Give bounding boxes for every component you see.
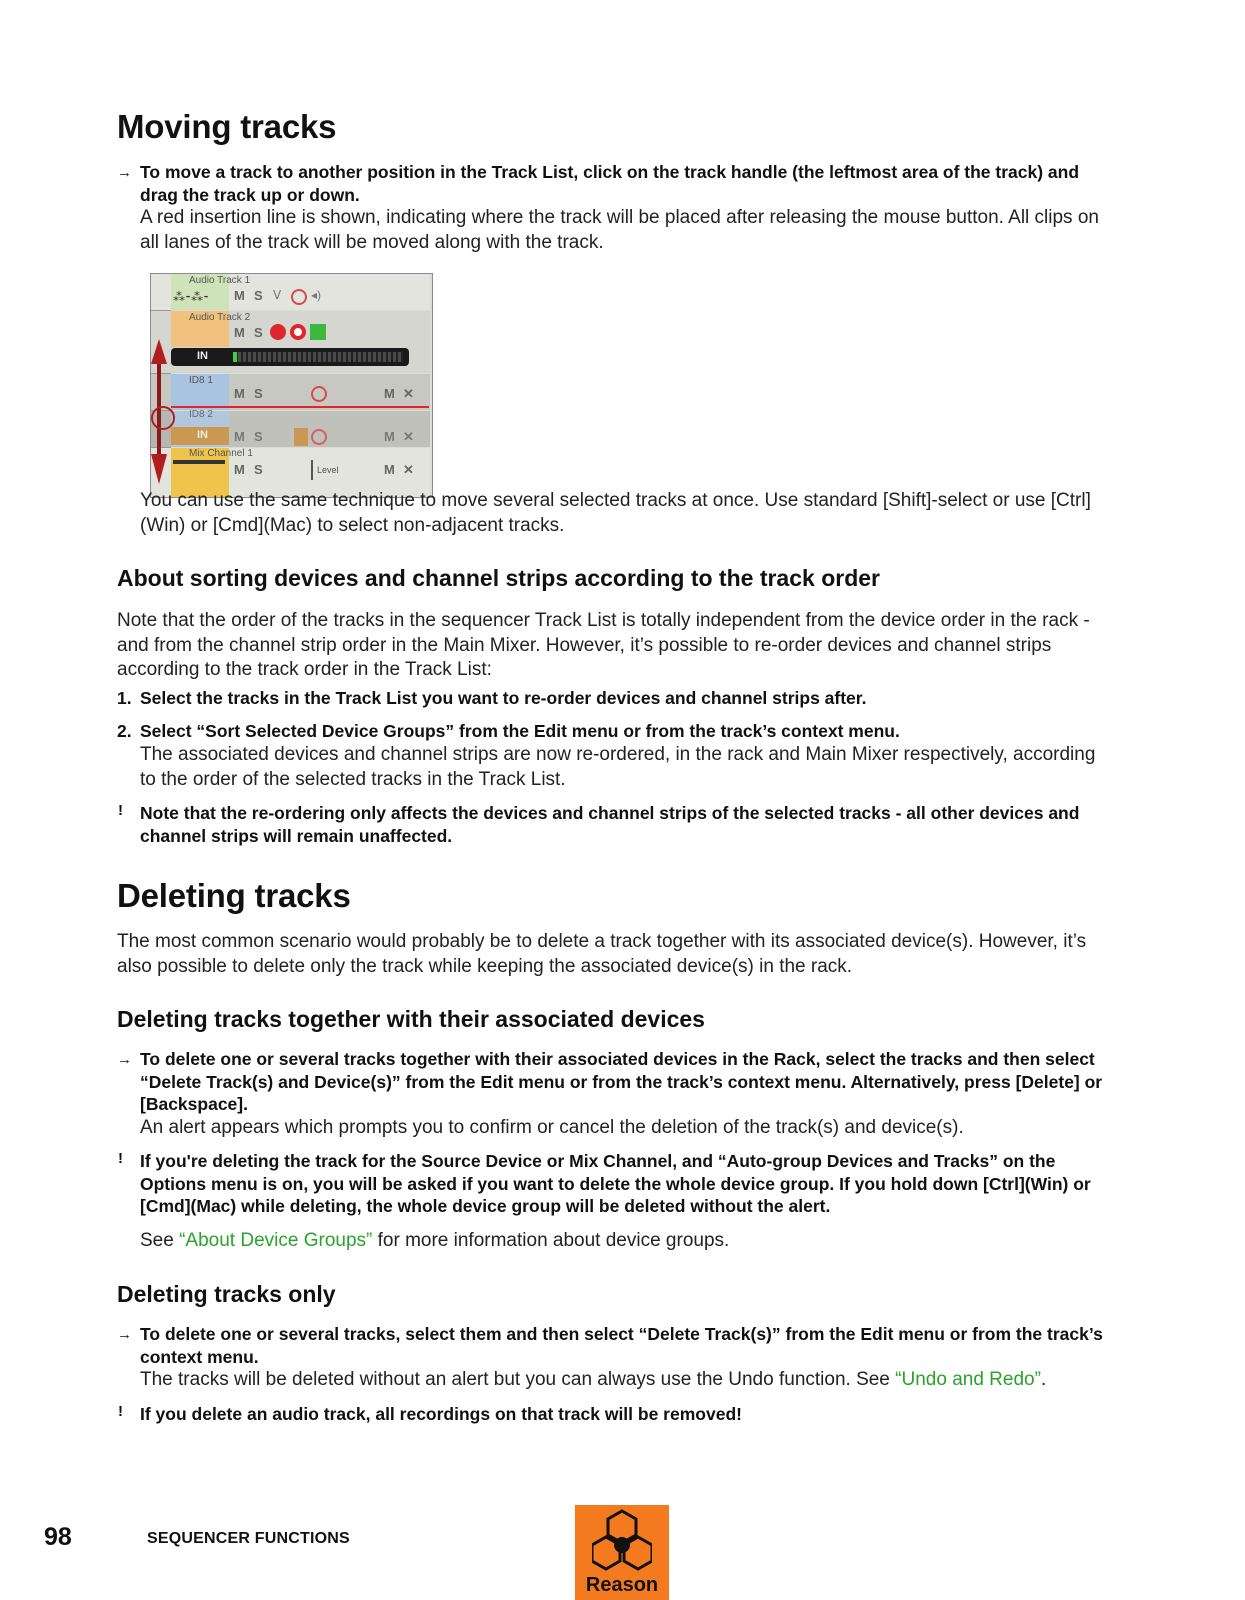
fader-icon	[173, 460, 225, 464]
record-enable-icon[interactable]	[311, 429, 327, 445]
logo-text: Reason	[585, 1574, 659, 1596]
delete-devices-note: If you're deleting the track for the Source Device or Mix Channel, and “Auto-group Devices and Tracks” on the Options menu is on, you will be asked if you want to delete the whole device group. If you hold down [Ctrl](Win) or [Cmd](Mac) while deleting, the whole device group will be deleted without the alert.	[140, 1151, 1091, 1216]
level-label: Level	[317, 465, 339, 475]
mute-button[interactable]: M	[384, 462, 395, 477]
delete-only-result	[140, 1368, 1115, 1393]
track-row[interactable]	[151, 311, 430, 373]
result-suffix: .	[1040, 1369, 1047, 1390]
delete-devices-result: An alert appears which prompts you to confirm or cancel the deletion of the track(s) and device(s).	[140, 1117, 964, 1138]
reason-logo	[575, 1505, 669, 1600]
figure-followup-text: You can use the same technique to move several selected tracks at once. Use standard [Shift]-select or use [Ctrl](Win) or [Cmd](Mac) to select non-adjacent tracks.	[140, 490, 1091, 536]
monitor-icon[interactable]	[270, 324, 286, 340]
level-lane[interactable]	[311, 460, 413, 480]
level-meter-fill	[233, 352, 237, 362]
delete-only-instruction: To delete one or several tracks, select them and then select “Delete Track(s)” from the Edit menu or from the track’s context menu.	[140, 1324, 1103, 1367]
track-name: Audio Track 1	[189, 275, 251, 286]
result-prefix: The tracks will be deleted without an alert but you can always use the Undo function. See	[140, 1369, 896, 1390]
heading-deleting-tracks-only: Deleting tracks only	[117, 1281, 336, 1307]
solo-button[interactable]: S	[254, 462, 263, 477]
sorting-step-1: Select the tracks in the Track List you want to re-order devices and channel strips after.	[140, 688, 867, 708]
page-number: 98	[44, 1523, 72, 1551]
deleting-intro: The most common scenario would probably be to delete a track together with its associated device(s). However, it’s also possible to delete only the track while keeping the associated device(s) in the rack.	[117, 931, 1087, 977]
section-name: SEQUENCER FUNCTIONS	[147, 1530, 350, 1547]
sorting-note: Note that the re-ordering only affects the devices and channel strips of the selected tracks - all other devices and channel strips will remain unaffected.	[140, 803, 1080, 846]
track-color-block	[294, 428, 308, 446]
insertion-line	[171, 406, 429, 408]
drag-cursor-icon	[151, 406, 175, 430]
record-enable-icon[interactable]	[291, 289, 307, 305]
heading-moving-tracks: Moving tracks	[117, 108, 337, 145]
heading-deleting-with-devices: Deleting tracks together with their associated devices	[117, 1006, 705, 1032]
mute-button[interactable]: M	[234, 325, 245, 340]
mute-button[interactable]: M	[234, 429, 245, 444]
reason-logo-icon	[592, 1509, 652, 1571]
sorting-step-2: Select “Sort Selected Device Groups” from the Edit menu or from the track’s context menu.	[140, 721, 900, 741]
input-label: IN	[197, 429, 208, 441]
automation-icon[interactable]: ᐯ	[273, 288, 282, 302]
speaker-icon[interactable]: ◂)	[311, 288, 322, 302]
input-meter	[171, 348, 409, 366]
heading-deleting-tracks: Deleting tracks	[117, 877, 351, 914]
close-icon[interactable]: ✕	[403, 462, 414, 477]
solo-button[interactable]: S	[254, 288, 263, 303]
waveform-icon: ⁂⁃⁂⁃	[173, 290, 209, 304]
track-name: ID8 1	[189, 375, 213, 386]
step-arrow-marker: →	[117, 1326, 132, 1343]
input-meter	[171, 427, 229, 445]
step-number: 1.	[117, 688, 132, 708]
drag-arrow-icon	[151, 304, 171, 494]
track-row[interactable]	[151, 274, 430, 310]
sorting-step-2-result: The associated devices and channel strips are now re-ordered, in the rack and Main Mixer respectively, according to the order of the selected tracks in the Track List.	[140, 744, 1096, 790]
solo-button[interactable]: S	[254, 325, 263, 340]
sorting-intro: Note that the order of the tracks in the sequencer Track List is totally independent from the device order in the rack - and from the channel strip order in the Main Mixer. However, it’s possible to re-order devices and channel strips according to the track order in the Track List:	[117, 610, 1090, 680]
solo-button[interactable]: S	[254, 429, 263, 444]
delete-only-note: If you delete an audio track, all recordings on that track will be removed!	[140, 1404, 742, 1424]
note-marker: !	[118, 1403, 123, 1420]
step-result: A red insertion line is shown, indicating where the track will be placed after releasing the mouse button. All clips on all lanes of the track will be moved along with the track.	[140, 207, 1099, 253]
close-icon[interactable]: ✕	[403, 386, 414, 401]
track-name: Audio Track 2	[189, 312, 251, 323]
note-marker: !	[118, 802, 123, 819]
mute-button[interactable]: M	[234, 288, 245, 303]
close-icon[interactable]: ✕	[403, 429, 414, 444]
input-label: IN	[197, 350, 208, 362]
level-meter-bar	[233, 352, 403, 362]
note-marker: !	[118, 1150, 123, 1167]
mute-button[interactable]: M	[234, 462, 245, 477]
step-arrow-marker: →	[117, 164, 132, 181]
see-suffix: for more information about device groups.	[372, 1230, 730, 1251]
solo-button[interactable]: S	[254, 386, 263, 401]
track-row[interactable]	[151, 411, 430, 447]
heading-sorting-devices: About sorting devices and channel strips according to the track order	[117, 565, 880, 591]
record-enable-icon[interactable]	[311, 386, 327, 402]
undo-redo-link[interactable]: “Undo and Redo”	[895, 1369, 1041, 1390]
step-number: 2.	[117, 721, 132, 741]
track-list-screenshot	[150, 273, 433, 498]
mute-button[interactable]: M	[384, 429, 395, 444]
speaker-icon[interactable]	[310, 324, 326, 340]
see-prefix: See	[140, 1230, 180, 1251]
track-name: ID8 2	[189, 409, 213, 420]
see-also-text	[140, 1229, 1115, 1254]
track-row[interactable]	[151, 374, 430, 410]
step-arrow-marker: →	[117, 1051, 132, 1068]
about-device-groups-link[interactable]: “About Device Groups”	[179, 1230, 373, 1251]
track-name: Mix Channel 1	[189, 448, 253, 459]
mute-button[interactable]: M	[234, 386, 245, 401]
record-enable-icon[interactable]	[290, 324, 306, 340]
delete-devices-instruction: To delete one or several tracks together with their associated devices in the Rack, select the tracks and then select “Delete Track(s) and Device(s)” from the Edit menu or from the track’s context menu. Alternatively, press [Delete] or [Backspace].	[140, 1049, 1103, 1114]
step-instruction: To move a track to another position in the Track List, click on the track handle (the leftmost area of the track) and drag the track up or down.	[140, 162, 1080, 205]
mute-button[interactable]: M	[384, 386, 395, 401]
